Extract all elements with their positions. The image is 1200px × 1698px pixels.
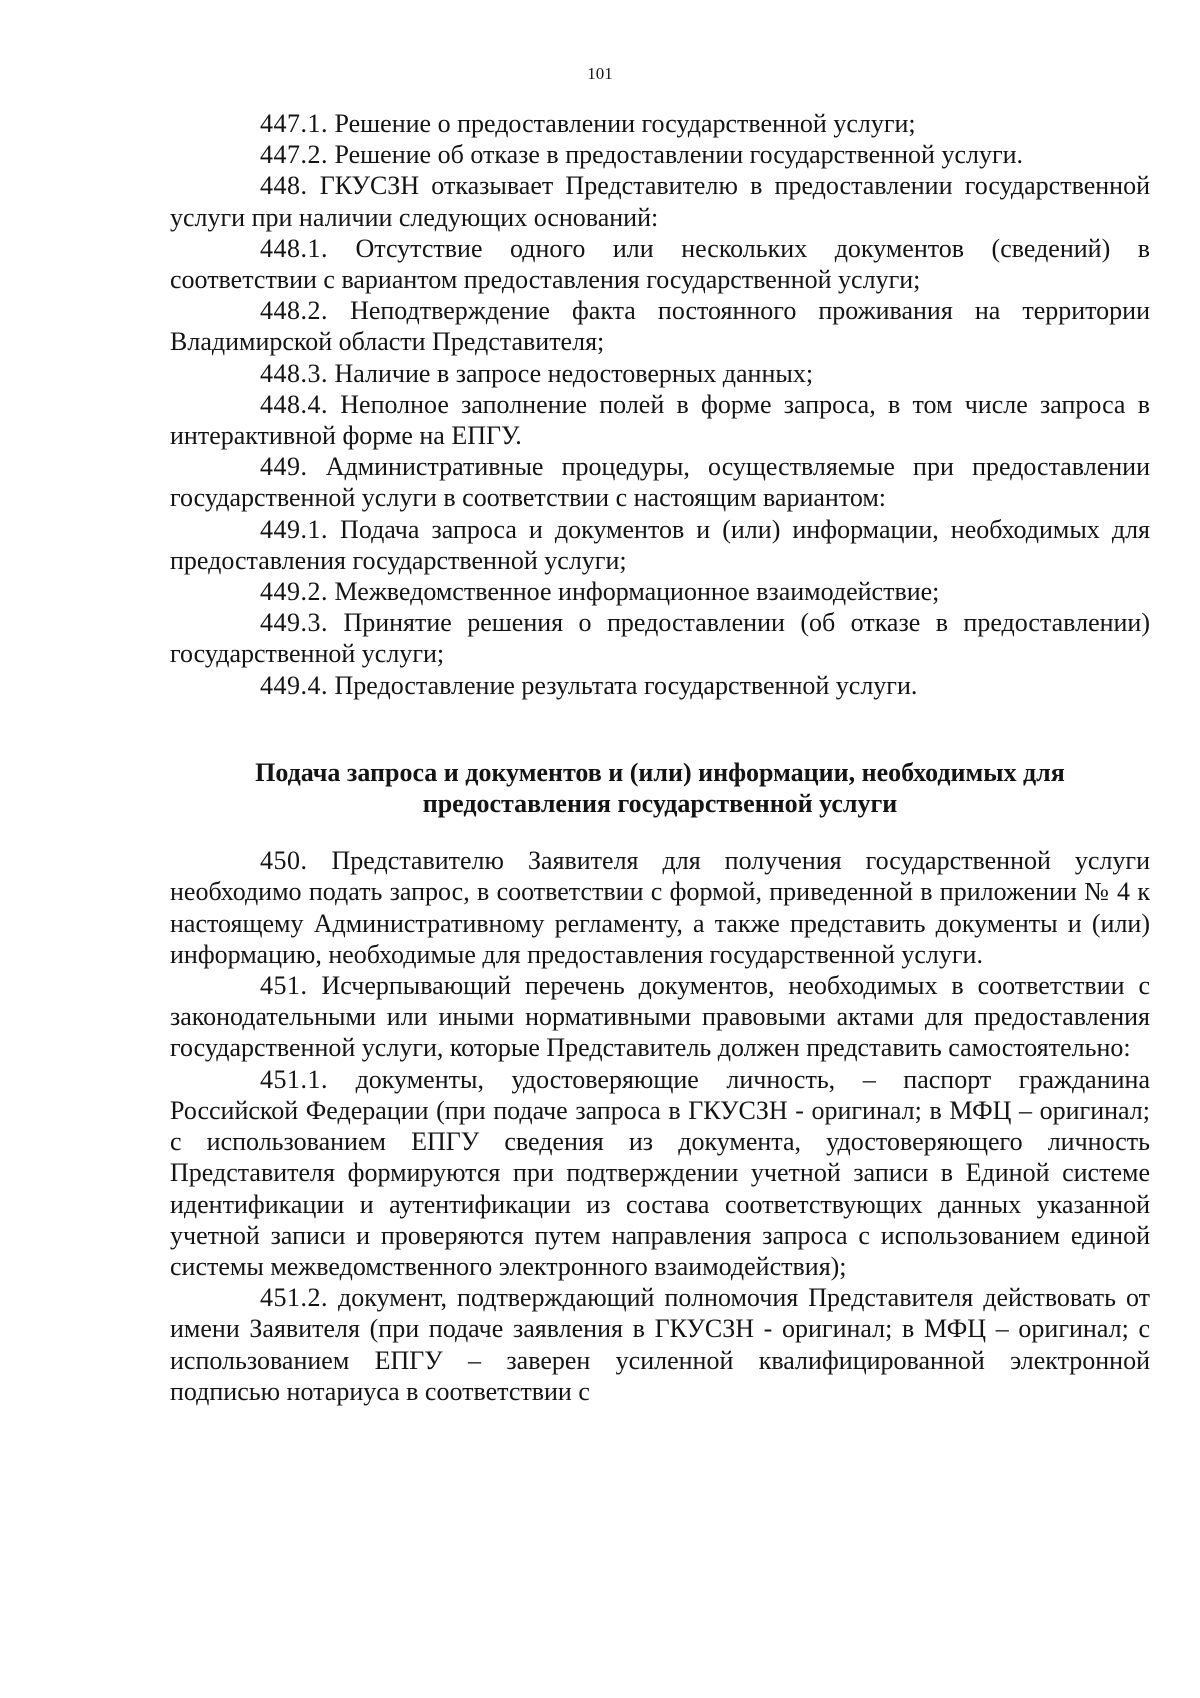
document-body [170, 108, 1150, 1407]
paragraph-number: 448. [260, 171, 308, 201]
paragraph-number: 447.1. [260, 109, 328, 138]
paragraph-number: 448.2. [260, 296, 328, 326]
paragraph-text: ГКУСЗН отказывает Представителю в предоставлении государственной услуги при наличии следующих оснований: [170, 171, 1150, 232]
paragraph-number: 451.1. [260, 1064, 328, 1094]
paragraph-number: 448.3. [260, 358, 328, 388]
paragraph-number: 450. [260, 846, 308, 876]
paragraph-number: 449.4. [260, 670, 328, 700]
paragraph-number: 449.2. [260, 577, 328, 607]
paragraph-448-1 [170, 233, 1150, 295]
paragraph-449-3 [170, 607, 1150, 669]
paragraph-448 [170, 170, 1150, 232]
paragraph-number: 451.2. [260, 1283, 328, 1313]
paragraphs-top [170, 108, 1150, 701]
paragraph-text: Предоставление результата государственной услуги. [334, 670, 918, 700]
paragraph-448-4 [170, 389, 1150, 451]
paragraph-449-4 [170, 670, 1150, 701]
paragraph-text: Решение о предоставлении государственной услуги; [334, 109, 916, 138]
paragraph-text: Межведомственное информационное взаимодействие; [334, 577, 940, 607]
paragraph-449-1 [170, 514, 1150, 576]
paragraph-text: Отсутствие одного или нескольких документов (сведений) в соответствии с вариантом предоставления государственной услуги; [170, 233, 1151, 295]
paragraph-450 [170, 845, 1150, 970]
paragraph-number: 449. [260, 452, 308, 482]
paragraph-text: Неподтверждение факта постоянного проживания на территории Владимирской области Представителя; [170, 296, 1151, 357]
paragraph-number: 449.1. [260, 514, 328, 544]
paragraph-number: 448.4. [260, 389, 328, 419]
section-heading-line-1: Подача запроса и документов и (или) информации, необходимых для [255, 757, 1065, 787]
paragraph-449 [170, 451, 1150, 513]
paragraph-text: документы, удостоверяющие личность, – паспорт гражданина Российской Федерации (при подаче запроса в ГКУСЗН - оригинал; в МФЦ – оригинал; с использованием ЕПГУ сведения из документа, удостоверяющего личность Представителя формируются при подтверждении учетной записи в Единой системе идентификации и аутентификации из состава соответствующих данных указанной учетной записи и проверяются путем направления запроса с использованием единой системы межведомственного электронного взаимодействия); [170, 1064, 1151, 1281]
paragraph-text: Неполное заполнение полей в форме запроса, в том числе запроса в интерактивной форме на ЕПГУ. [170, 389, 1151, 451]
paragraph-451-1 [170, 1064, 1150, 1282]
paragraph-text: Решение об отказе в предоставлении государственной услуги. [334, 140, 1024, 170]
section-heading [170, 757, 1150, 819]
paragraph-number: 449.3. [260, 608, 328, 638]
paragraph-number: 451. [260, 971, 308, 1001]
paragraph-448-2 [170, 295, 1150, 357]
paragraph-447-1 [170, 108, 1150, 139]
paragraph-447-2 [170, 139, 1150, 170]
paragraph-text: Принятие решения о предоставлении (об отказе в предоставлении) государственной услуги; [170, 608, 1151, 669]
paragraph-text: Наличие в запросе недостоверных данных; [334, 358, 814, 388]
paragraph-451-2 [170, 1282, 1150, 1407]
paragraph-text: Исчерпывающий перечень документов, необходимых в соответствии с законодательными или иными нормативными правовыми актами для предоставления государственной услуги, которые Представитель должен представить самостоятельно: [170, 971, 1151, 1063]
paragraph-448-3 [170, 358, 1150, 389]
paragraph-text: документ, подтверждающий полномочия Представителя действовать от имени Заявителя (при подаче заявления в ГКУСЗН - оригинал; в МФЦ – оригинал; с использованием ЕПГУ – заверен усиленной квалифицированной электронной подписью нотариуса в соответствии с [170, 1283, 1151, 1406]
paragraph-451 [170, 970, 1150, 1064]
paragraphs-bottom [170, 845, 1150, 1407]
paragraph-449-2 [170, 576, 1150, 607]
paragraph-text: Административные процедуры, осуществляемые при предоставлении государственной услуги в соответствии с настоящим вариантом: [170, 452, 1151, 513]
paragraph-number: 448.1. [260, 233, 328, 263]
paragraph-text: Подача запроса и документов и (или) информации, необходимых для предоставления государственной услуги; [170, 514, 1150, 575]
page-number: 101 [587, 64, 613, 83]
section-heading-line-2: предоставления государственной услуги [422, 789, 898, 819]
paragraph-number: 447.2. [260, 140, 328, 170]
paragraph-text: Представителю Заявителя для получения государственной услуги необходимо подать запрос, в соответствии с формой, приведенной в приложении № 4 к настоящему Административному регламенту, а также представить документы и (или) информацию, необходимые для предоставления государственной услуги. [170, 846, 1150, 969]
